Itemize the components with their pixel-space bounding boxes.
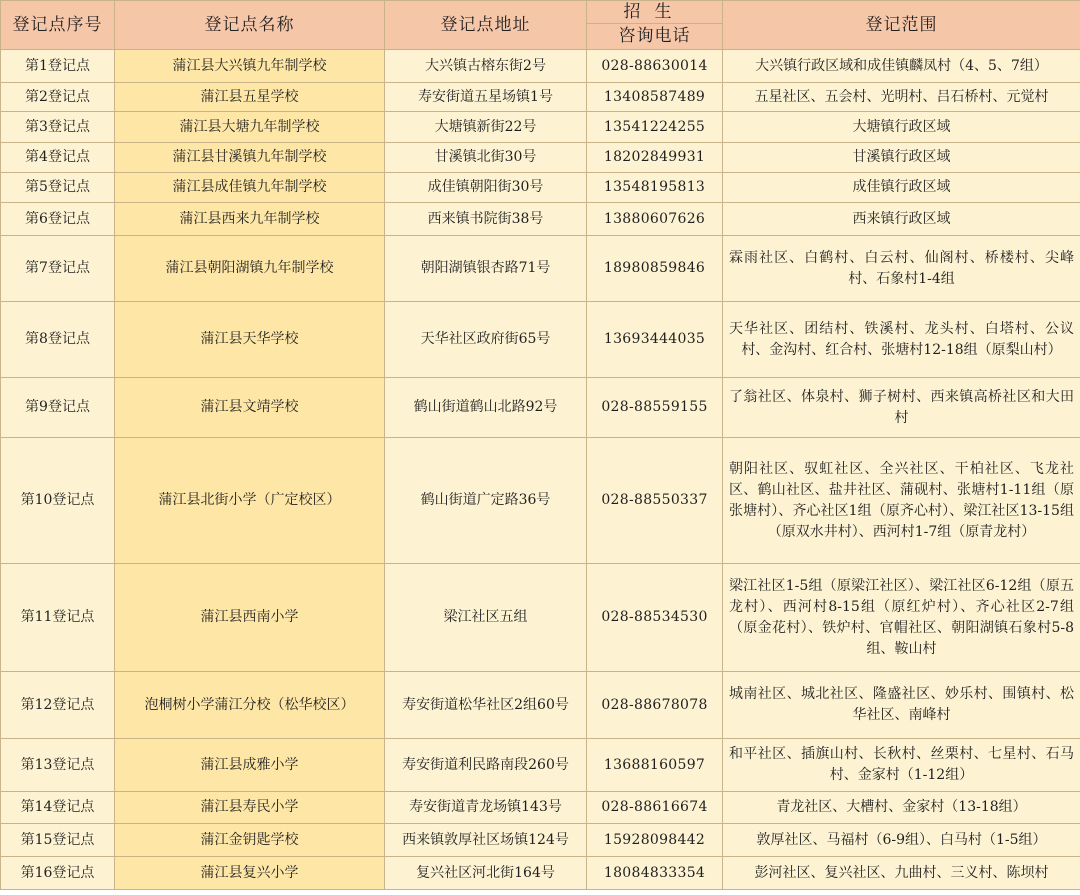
seq-cell: 第4登记点 (1, 143, 115, 173)
address-cell: 复兴社区河北街164号 (385, 857, 587, 890)
school-name-cell: 蒲江金钥匙学校 (115, 824, 385, 857)
school-name-cell: 蒲江县甘溪镇九年制学校 (115, 143, 385, 173)
school-name-cell: 蒲江县寿民小学 (115, 792, 385, 824)
address-cell: 寿安街道松华社区2组60号 (385, 672, 587, 739)
table-row (1, 203, 1080, 236)
range-cell: 大塘镇行政区域 (723, 112, 1080, 143)
table-row (1, 672, 1080, 739)
school-name-cell: 蒲江县大塘九年制学校 (115, 112, 385, 143)
address-cell: 寿安街道五星场镇1号 (385, 83, 587, 112)
seq-cell: 第1登记点 (1, 50, 115, 83)
school-name-cell: 蒲江县复兴小学 (115, 857, 385, 890)
seq-cell: 第6登记点 (1, 203, 115, 236)
seq-cell: 第16登记点 (1, 857, 115, 890)
range-cell: 和平社区、插旗山村、长秋村、丝栗村、七星村、石马村、金家村（1-12组） (723, 739, 1080, 792)
range-cell: 霖雨社区、白鹤村、白云村、仙阁村、桥楼村、尖峰村、石象村1-4组 (723, 236, 1080, 302)
table-row (1, 857, 1080, 890)
table-row (1, 112, 1080, 143)
seq-cell: 第13登记点 (1, 739, 115, 792)
address-cell: 朝阳湖镇银杏路71号 (385, 236, 587, 302)
seq-cell: 第8登记点 (1, 302, 115, 378)
header-range: 登记范围 (723, 1, 1080, 50)
range-cell: 彭河社区、复兴社区、九曲村、三义村、陈坝村 (723, 857, 1080, 890)
phone-cell: 13548195813 (587, 173, 723, 203)
range-cell: 五星社区、五会村、光明村、吕石桥村、元觉村 (723, 83, 1080, 112)
address-cell: 大兴镇古榕东街2号 (385, 50, 587, 83)
range-cell: 城南社区、城北社区、隆盛社区、妙乐村、围镇村、松华社区、南峰村 (723, 672, 1080, 739)
range-cell: 青龙社区、大槽村、金家村（13-18组） (723, 792, 1080, 824)
table-body (1, 50, 1080, 890)
address-cell: 鹤山街道广定路36号 (385, 438, 587, 564)
school-name-cell: 蒲江县天华学校 (115, 302, 385, 378)
school-name-cell: 蒲江县文靖学校 (115, 378, 385, 438)
table-row (1, 302, 1080, 378)
phone-cell: 13688160597 (587, 739, 723, 792)
address-cell: 寿安街道利民路南段260号 (385, 739, 587, 792)
seq-cell: 第7登记点 (1, 236, 115, 302)
school-name-cell: 蒲江县成佳镇九年制学校 (115, 173, 385, 203)
school-name-cell: 泡桐树小学蒲江分校（松华校区） (115, 672, 385, 739)
phone-cell: 028-88550337 (587, 438, 723, 564)
range-cell: 成佳镇行政区域 (723, 173, 1080, 203)
range-cell: 天华社区、团结村、铁溪村、龙头村、白塔村、公议村、金沟村、红合村、张塘村12-18组（原梨山村） (723, 302, 1080, 378)
address-cell: 天华社区政府街65号 (385, 302, 587, 378)
range-cell: 甘溪镇行政区域 (723, 143, 1080, 173)
school-name-cell: 蒲江县西南小学 (115, 564, 385, 672)
seq-cell: 第10登记点 (1, 438, 115, 564)
phone-cell: 13408587489 (587, 83, 723, 112)
address-cell: 西来镇敦厚社区场镇124号 (385, 824, 587, 857)
header-phone (587, 1, 723, 50)
address-cell: 梁江社区五组 (385, 564, 587, 672)
table-row (1, 824, 1080, 857)
table-row (1, 792, 1080, 824)
seq-cell: 第2登记点 (1, 83, 115, 112)
seq-cell: 第9登记点 (1, 378, 115, 438)
seq-cell: 第11登记点 (1, 564, 115, 672)
phone-cell: 18084833354 (587, 857, 723, 890)
school-name-cell: 蒲江县成雅小学 (115, 739, 385, 792)
header-address: 登记点地址 (385, 1, 587, 50)
phone-cell: 028-88534530 (587, 564, 723, 672)
address-cell: 鹤山街道鹤山北路92号 (385, 378, 587, 438)
school-name-cell: 蒲江县朝阳湖镇九年制学校 (115, 236, 385, 302)
header-seq: 登记点序号 (1, 1, 115, 50)
school-name-cell: 蒲江县大兴镇九年制学校 (115, 50, 385, 83)
table-row (1, 378, 1080, 438)
header-phone-line2: 咨询电话 (618, 26, 691, 46)
address-cell: 甘溪镇北街30号 (385, 143, 587, 173)
range-cell: 敦厚社区、马福村（6-9组）、白马村（1-5组） (723, 824, 1080, 857)
table-row (1, 173, 1080, 203)
table-row (1, 143, 1080, 173)
table-row (1, 50, 1080, 83)
table-row (1, 438, 1080, 564)
seq-cell: 第12登记点 (1, 672, 115, 739)
school-name-cell: 蒲江县五星学校 (115, 83, 385, 112)
header-row (1, 1, 1080, 50)
range-cell: 西来镇行政区域 (723, 203, 1080, 236)
school-name-cell: 蒲江县北街小学（广定校区） (115, 438, 385, 564)
header-phone-line1: 招生 (587, 1, 722, 24)
school-name-cell: 蒲江县西来九年制学校 (115, 203, 385, 236)
phone-cell: 028-88559155 (587, 378, 723, 438)
range-cell: 了翁社区、体泉村、狮子树村、西来镇高桥社区和大田村 (723, 378, 1080, 438)
phone-cell: 18202849931 (587, 143, 723, 173)
table-row (1, 236, 1080, 302)
seq-cell: 第5登记点 (1, 173, 115, 203)
address-cell: 大塘镇新街22号 (385, 112, 587, 143)
range-cell: 朝阳社区、驭虹社区、全兴社区、干柏社区、飞龙社区、鹤山社区、盐井社区、蒲砚村、张塘村1-11组（原张塘村）、齐心社区1组（原齐心村）、梁江社区13-15组（原双水井村）、西河村1-7组（原青龙村） (723, 438, 1080, 564)
phone-cell: 13880607626 (587, 203, 723, 236)
seq-cell: 第15登记点 (1, 824, 115, 857)
seq-cell: 第3登记点 (1, 112, 115, 143)
phone-cell: 028-88630014 (587, 50, 723, 83)
table-row (1, 739, 1080, 792)
table-row (1, 564, 1080, 672)
phone-cell: 028-88678078 (587, 672, 723, 739)
phone-cell: 028-88616674 (587, 792, 723, 824)
address-cell: 西来镇书院街38号 (385, 203, 587, 236)
table-row (1, 83, 1080, 112)
range-cell: 大兴镇行政区域和成佳镇麟凤村（4、5、7组） (723, 50, 1080, 83)
phone-cell: 13541224255 (587, 112, 723, 143)
range-cell: 梁江社区1-5组（原梁江社区）、梁江社区6-12组（原五龙村）、西河村8-15组（原红炉村）、齐心社区2-7组（原金花村）、铁炉村、官帽社区、朝阳湖镇石象村5-8组、鞍山村 (723, 564, 1080, 672)
seq-cell: 第14登记点 (1, 792, 115, 824)
header-name: 登记点名称 (115, 1, 385, 50)
phone-cell: 18980859846 (587, 236, 723, 302)
address-cell: 寿安街道青龙场镇143号 (385, 792, 587, 824)
phone-cell: 15928098442 (587, 824, 723, 857)
address-cell: 成佳镇朝阳街30号 (385, 173, 587, 203)
phone-cell: 13693444035 (587, 302, 723, 378)
